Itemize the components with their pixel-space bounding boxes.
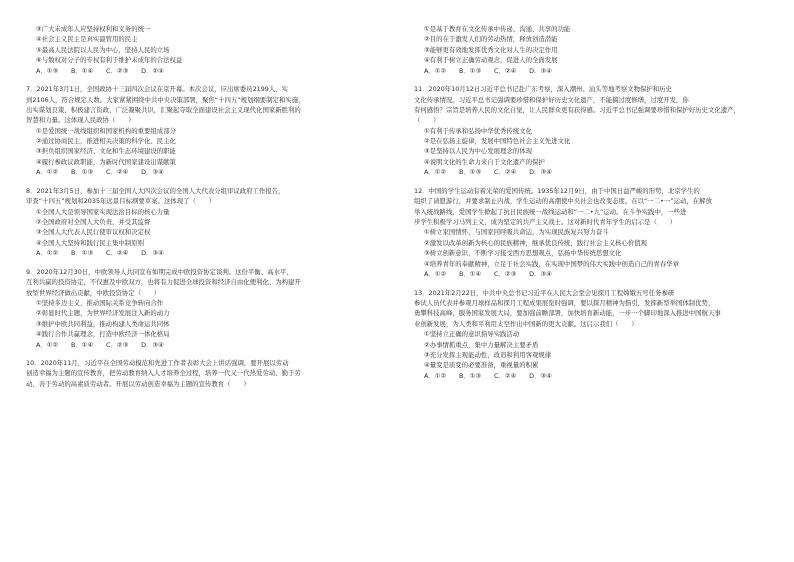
question-line: 审查“十四五”规划和2035年远景目标纲要草案。这体现了（ ） — [26, 197, 216, 206]
question-line: （ ） — [414, 116, 440, 125]
question-line: 12．中国的学生运动有着光荣的爱国传统。1935年12月9日，由于中国日益严峻的形势，北京学生的 — [414, 186, 700, 195]
option-line: A．①② B．①③ C．②④ D．③④ — [36, 168, 164, 177]
option-line: ②目的在于激发人们的劳动热情，释放创造潜能 — [424, 35, 558, 44]
question-line: 智慧和力量。这体现人民政协（ ） — [26, 116, 135, 125]
question-line: 11．2020年10月12日习近平总书记赴广东考察，深入潮州、汕头等地考察文物保护和历史 — [414, 85, 672, 94]
spacer — [26, 350, 386, 358]
option-line: ①树立家国情怀，与国家同呼吸共命运，为实现民族复兴努力奋斗 — [424, 228, 609, 237]
option-line: ⑥与数权对分子的专权有利于维护未成年的合法权益 — [36, 56, 183, 65]
option-line: ③担负组织国家经济、文化和生态环境建设的职能 — [36, 147, 176, 156]
question-line: 放型世界经济做出贡献，中欧投资协定（ ） — [26, 288, 161, 297]
question-line: 业创新发展，为人类和平利用太空作出中国新的更大贡献。这启示我们（ ） — [414, 319, 638, 328]
option-line: ②是在弘扬主旋律，发展中国特色社会主义先进文化 — [424, 137, 571, 146]
option-line: ④说明文化的生命力来自于文化遗产的保护 — [424, 157, 545, 166]
option-line: A．①② B．①④ C．②③ D．③④ — [36, 340, 164, 349]
spacer — [26, 76, 386, 84]
question-line: 8．2021年3月5日，参加十三届全国人大四次会议的全国人大代表分组审议政府工作报告， — [26, 186, 285, 195]
option-line: ④践行合作共赢理念，打造中欧经济一体化格局 — [36, 330, 170, 339]
option-line: ④履行参政议政职能，为新时代国家建设出谋献策 — [36, 157, 176, 166]
option-line: ①有利于传承和弘扬中华优秀传统文化 — [424, 126, 532, 135]
question-line: 组织了请愿游行，并要求制止内战，学生运动的高潮使中央社会也改变态度。在以“一二•一”运动，在解放 — [414, 197, 712, 206]
option-line: ⑤最高人民法院以人民为中心，坚持人民的立场 — [36, 45, 170, 54]
option-line: ④有利于树立正确劳动观念，促进人的全面发展 — [424, 56, 558, 65]
option-line: ②彰显时代主题，为世界经济发展注入新的动力 — [36, 309, 170, 318]
question-line: 创造幸福为主题的宣传教育，把劳动教育纳入人才培养全过程，培养一代又一代热爱劳动、勤于劳 — [26, 369, 301, 378]
option-line: ③树立创新意识，不断学习接受西方思想观点，弘扬中华传统思想文化 — [424, 249, 622, 258]
question-line: 10．2020年11月，习近平在全国劳动模范和先进工作者表彰大会上讲话强调，要开展以劳动 — [26, 359, 289, 368]
question-line: 9．2020年12月30日，中欧领导人共同宣布如期完成中欧投资协定谈判。这份平衡、高水平、 — [26, 267, 293, 276]
question-line: 动、善于劳动的高素质劳动者。开展以劳动创造幸福为主题的宣传教育（ ） — [26, 379, 250, 388]
option-line: ③广大未成年人应坚持权利和义务的统一 — [36, 25, 151, 33]
option-line: ④社会主义民主是真实最管用的民主 — [36, 35, 138, 44]
left-column — [26, 24, 386, 389]
spacer — [26, 259, 386, 267]
spacer — [26, 178, 386, 186]
question-line: 出实谋划良策，积极建言资政，广泛凝聚共识，汇聚起夺取全面建设社会主义现代化国家新胜利的 — [26, 105, 301, 114]
option-line: ④全国人大坚持和践行民主集中制原则 — [36, 238, 144, 247]
question-line: 参试人员代表并参观月球样品和探月工程成果展览时强调，要以探月精神为指引，发挥新型举国体制优势， — [414, 298, 715, 307]
question-line: 文化传承情况。习近平总书记强调要珍惜和保护好历史文化遗产，不能搞过度修缮，过度开发，你 — [414, 95, 689, 104]
spacer — [414, 279, 774, 287]
option-line: ②通过协商民主，推进相关决策的科学化、民主化 — [36, 137, 176, 146]
option-line: A．①② B．①④ C．②③ D．③④ — [424, 269, 552, 278]
spacer — [414, 178, 774, 186]
option-line: ④量变是质变的必要准备，重视量的积累 — [424, 361, 539, 370]
option-line: ④培养青年的奉献精神，立足于社会实践，在实现中国梦的伟大实践中创造自己的青春华章 — [424, 259, 679, 268]
option-line: A．①② B．①③ C．②④ D．③④ — [424, 66, 552, 75]
question-line: 勇攀科技高峰，服务国家发展大局，要加强前瞻部署，加快培育新动能，一步一个脚印地深入推进中国航天事 — [414, 309, 721, 318]
question-line: 互利共赢的投资协定，不仅惠及中欧双方，也将有力促进全球投资和经济自由化便利化、为构建开 — [26, 278, 301, 287]
option-line: A．①② B．①③ C．②④ D．③④ — [424, 371, 552, 380]
question-line: 到2106人，符合规定人数。大家紧紧围绕中共中央决策部署，聚焦“十四五”规划纲要制定和实施， — [26, 95, 305, 104]
question-line: 13．2021年2月22日，中共中央总书记习近平在人民大会堂会见探月工程嫦娥五号任务参研 — [414, 288, 675, 297]
question-line: 举入统战路线，爱国学生掀起了抗日民族统一战线运动和“一二•九”运动。在斗争实践中，一些进 — [414, 207, 687, 216]
option-line: ②办事情抓重点，集中力量解决主要矛盾 — [424, 340, 539, 349]
option-line: ③全国人大代表人民行使审议权和决定权 — [36, 228, 151, 237]
option-line: ②激发以改革创新为核心的民族精神，继承优良传统，践行社会主义核心价值观 — [424, 238, 648, 247]
option-line: ①是爱国统一战线组织和国家机构的重要组成部分 — [36, 126, 176, 135]
option-line: ①是基于教育在文化传承中传递、沟通、共享的功能 — [424, 25, 571, 33]
right-column — [414, 24, 774, 381]
option-line: A．①② B．①③ C．②④ D．③④ — [424, 168, 552, 177]
option-line: ①坚持多边主义，推动国际关系竞争转向合作 — [36, 298, 164, 307]
option-line: ③是坚持以人民为中心发展理念的体现 — [424, 147, 532, 156]
option-line: ②全国政府对全国人大负责，并受其监督 — [36, 218, 151, 227]
option-line: A．①③ B．①④ C．②③ D．②④ — [36, 66, 164, 75]
option-line: A．①② B．①③ C．②④ D．③④ — [36, 249, 164, 258]
question-line: 有何感悟？宗旨是培养人民的文化自觉，让人民群众更有获得感。习近平总书记强调要珍惜和保护好历史文化遗产， — [414, 105, 740, 114]
question-line: 步学生积极学习马列主义，成为坚定的共产主义战士。这对新时代青年学生的启示是（ ） — [414, 218, 677, 227]
spacer — [414, 76, 774, 84]
option-line: ③维护中欧共同利益，推动构建人类命运共同体 — [36, 319, 170, 328]
option-line: ①坚持立正确的意识指导实践活动 — [424, 330, 520, 339]
question-line: 7．2021年3月1日，全国政协十三届四次会议在京开幕。本次会议，应出席委员2199人，实 — [26, 85, 289, 94]
option-line: ③能够更有效地发挥优秀文化对人生的决定作用 — [424, 45, 558, 54]
option-line: ①全国人大是领导国家实现法治目标的核心力量 — [36, 207, 170, 216]
option-line: ③充分发挥主观能动性，改造和利用客观规律 — [424, 350, 552, 359]
